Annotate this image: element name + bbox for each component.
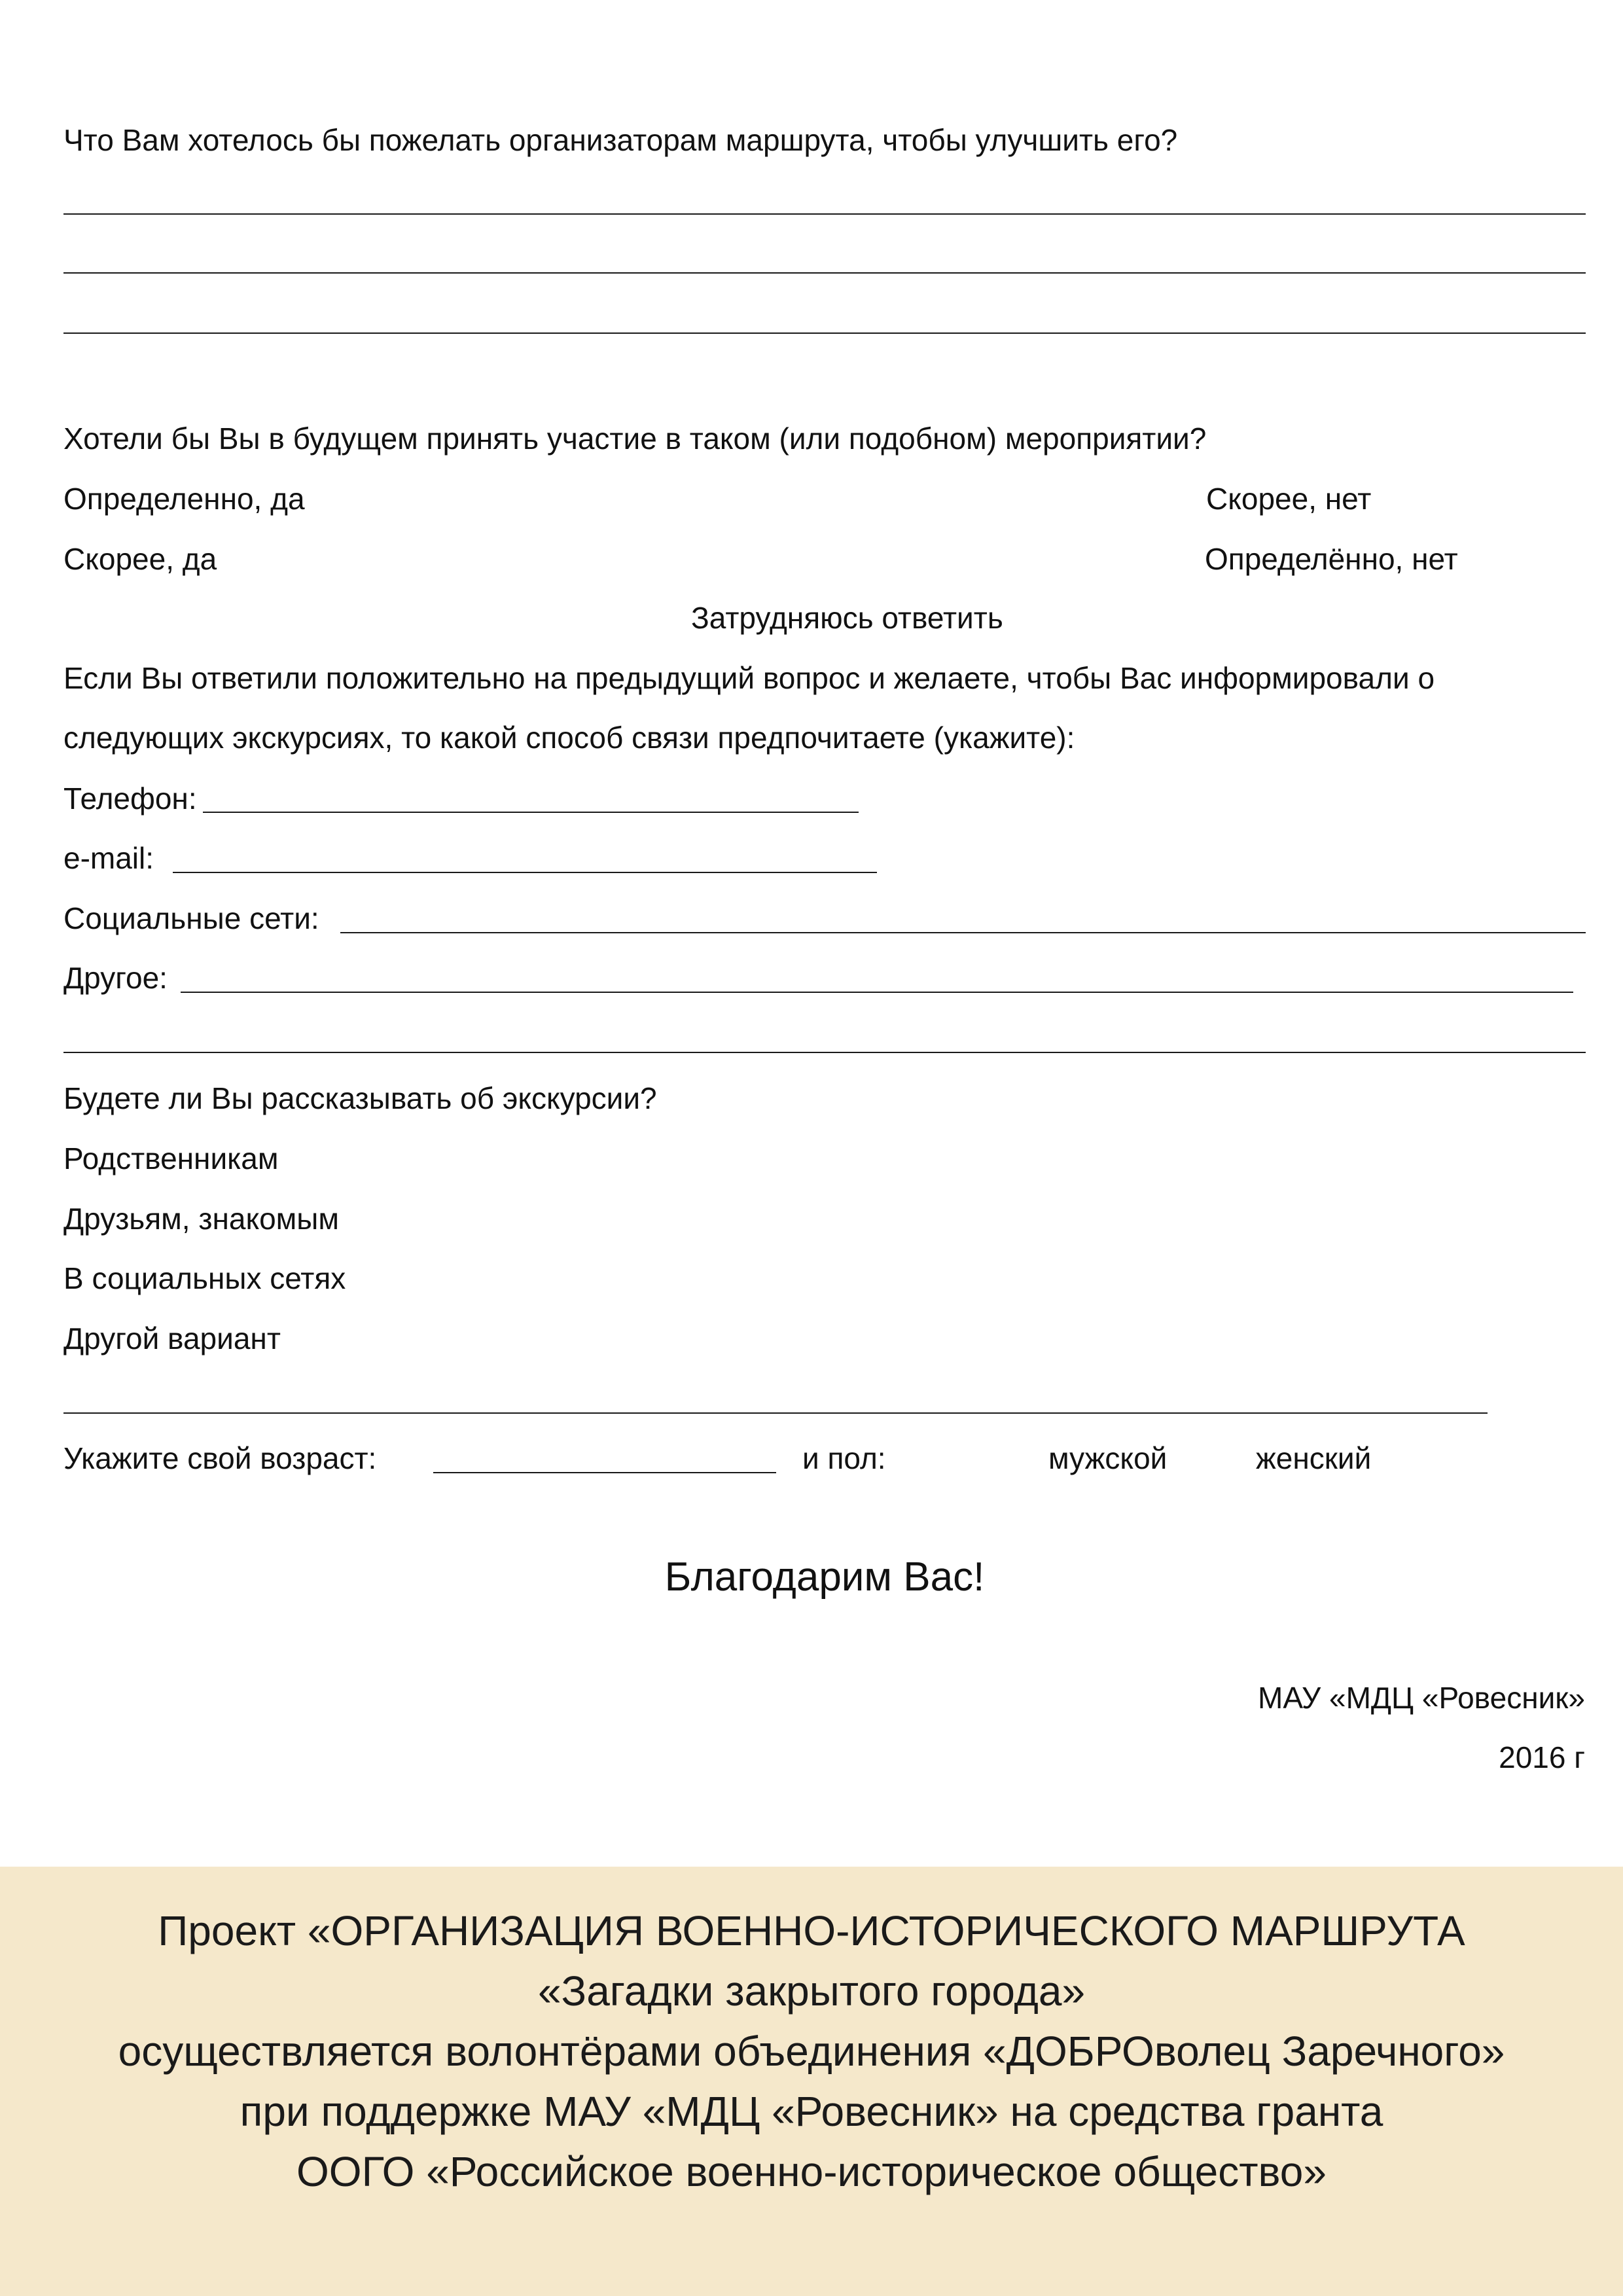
question-participate: Хотели бы Вы в будущем принять участие в таком (или подобном) мероприятии? <box>63 422 1207 456</box>
question-tell-others: Будете ли Вы рассказывать об экскурсии? <box>63 1081 657 1115</box>
question-contact-line-1: Если Вы ответили положительно на предыдущий вопрос и желаете, чтобы Вас информировали о <box>63 661 1435 695</box>
option-friends[interactable]: Друзьям, знакомым <box>63 1202 339 1236</box>
social-input-line[interactable] <box>340 932 1586 933</box>
footer-banner <box>0 1867 1623 2296</box>
other-input-line-2[interactable] <box>63 1052 1586 1053</box>
age-input-line[interactable] <box>433 1472 776 1473</box>
footer-line-route-name: «Загадки закрытого города» <box>537 1967 1086 2015</box>
other-variant-line[interactable] <box>63 1412 1488 1414</box>
option-male[interactable]: мужской <box>1048 1441 1168 1475</box>
field-label-email: e-mail: <box>63 841 154 875</box>
signature-org: МАУ «МДЦ «Ровесник» <box>1258 1681 1585 1715</box>
footer-line-support: при поддержке МАУ «МДЦ «Ровесник» на средства гранта <box>240 2088 1383 2135</box>
signature-year: 2016 г <box>1499 1740 1585 1774</box>
option-rather-no[interactable]: Скорее, нет <box>1206 482 1372 516</box>
thanks-heading <box>0 1554 1623 1601</box>
answer-line-3[interactable] <box>63 332 1586 334</box>
question-wishes: Что Вам хотелось бы пожелать организаторам маршрута, чтобы улучшить его? <box>63 123 1178 157</box>
other-input-line[interactable] <box>181 992 1573 993</box>
field-label-other: Другое: <box>63 961 168 995</box>
option-definitely-yes[interactable]: Определенно, да <box>63 482 305 516</box>
footer-line-project: Проект «ОРГАНИЗАЦИЯ ВОЕННО-ИСТОРИЧЕСКОГО МАРШРУТА <box>158 1907 1465 1954</box>
footer-line-society: ООГО «Российское военно-историческое общество» <box>296 2148 1327 2195</box>
option-female[interactable]: женский <box>1256 1441 1372 1475</box>
email-input-line[interactable] <box>173 872 877 873</box>
field-label-phone: Телефон: <box>63 781 197 816</box>
thanks-text: Благодарим Вас! <box>664 1554 985 1600</box>
question-contact-line-2: следующих экскурсиях, то какой способ связи предпочитаете (укажите): <box>63 721 1075 755</box>
option-definitely-no[interactable]: Определённо, нет <box>1205 542 1458 576</box>
option-social-networks[interactable]: В социальных сетях <box>63 1261 346 1295</box>
field-label-social: Социальные сети: <box>63 901 319 935</box>
footer-line-volunteers: осуществляется волонтёрами объединения «ДОБРОволец Заречного» <box>118 2028 1505 2075</box>
phone-input-line[interactable] <box>203 812 859 813</box>
option-relatives[interactable]: Родственникам <box>63 1141 279 1175</box>
option-rather-yes[interactable]: Скорее, да <box>63 542 217 576</box>
option-other-variant[interactable]: Другой вариант <box>63 1321 281 1355</box>
answer-line-1[interactable] <box>63 213 1586 215</box>
option-hard-to-say[interactable]: Затрудняюсь ответить <box>691 601 1003 635</box>
gender-label: и пол: <box>802 1441 886 1475</box>
answer-line-2[interactable] <box>63 272 1586 274</box>
age-label: Укажите свой возраст: <box>63 1441 377 1475</box>
